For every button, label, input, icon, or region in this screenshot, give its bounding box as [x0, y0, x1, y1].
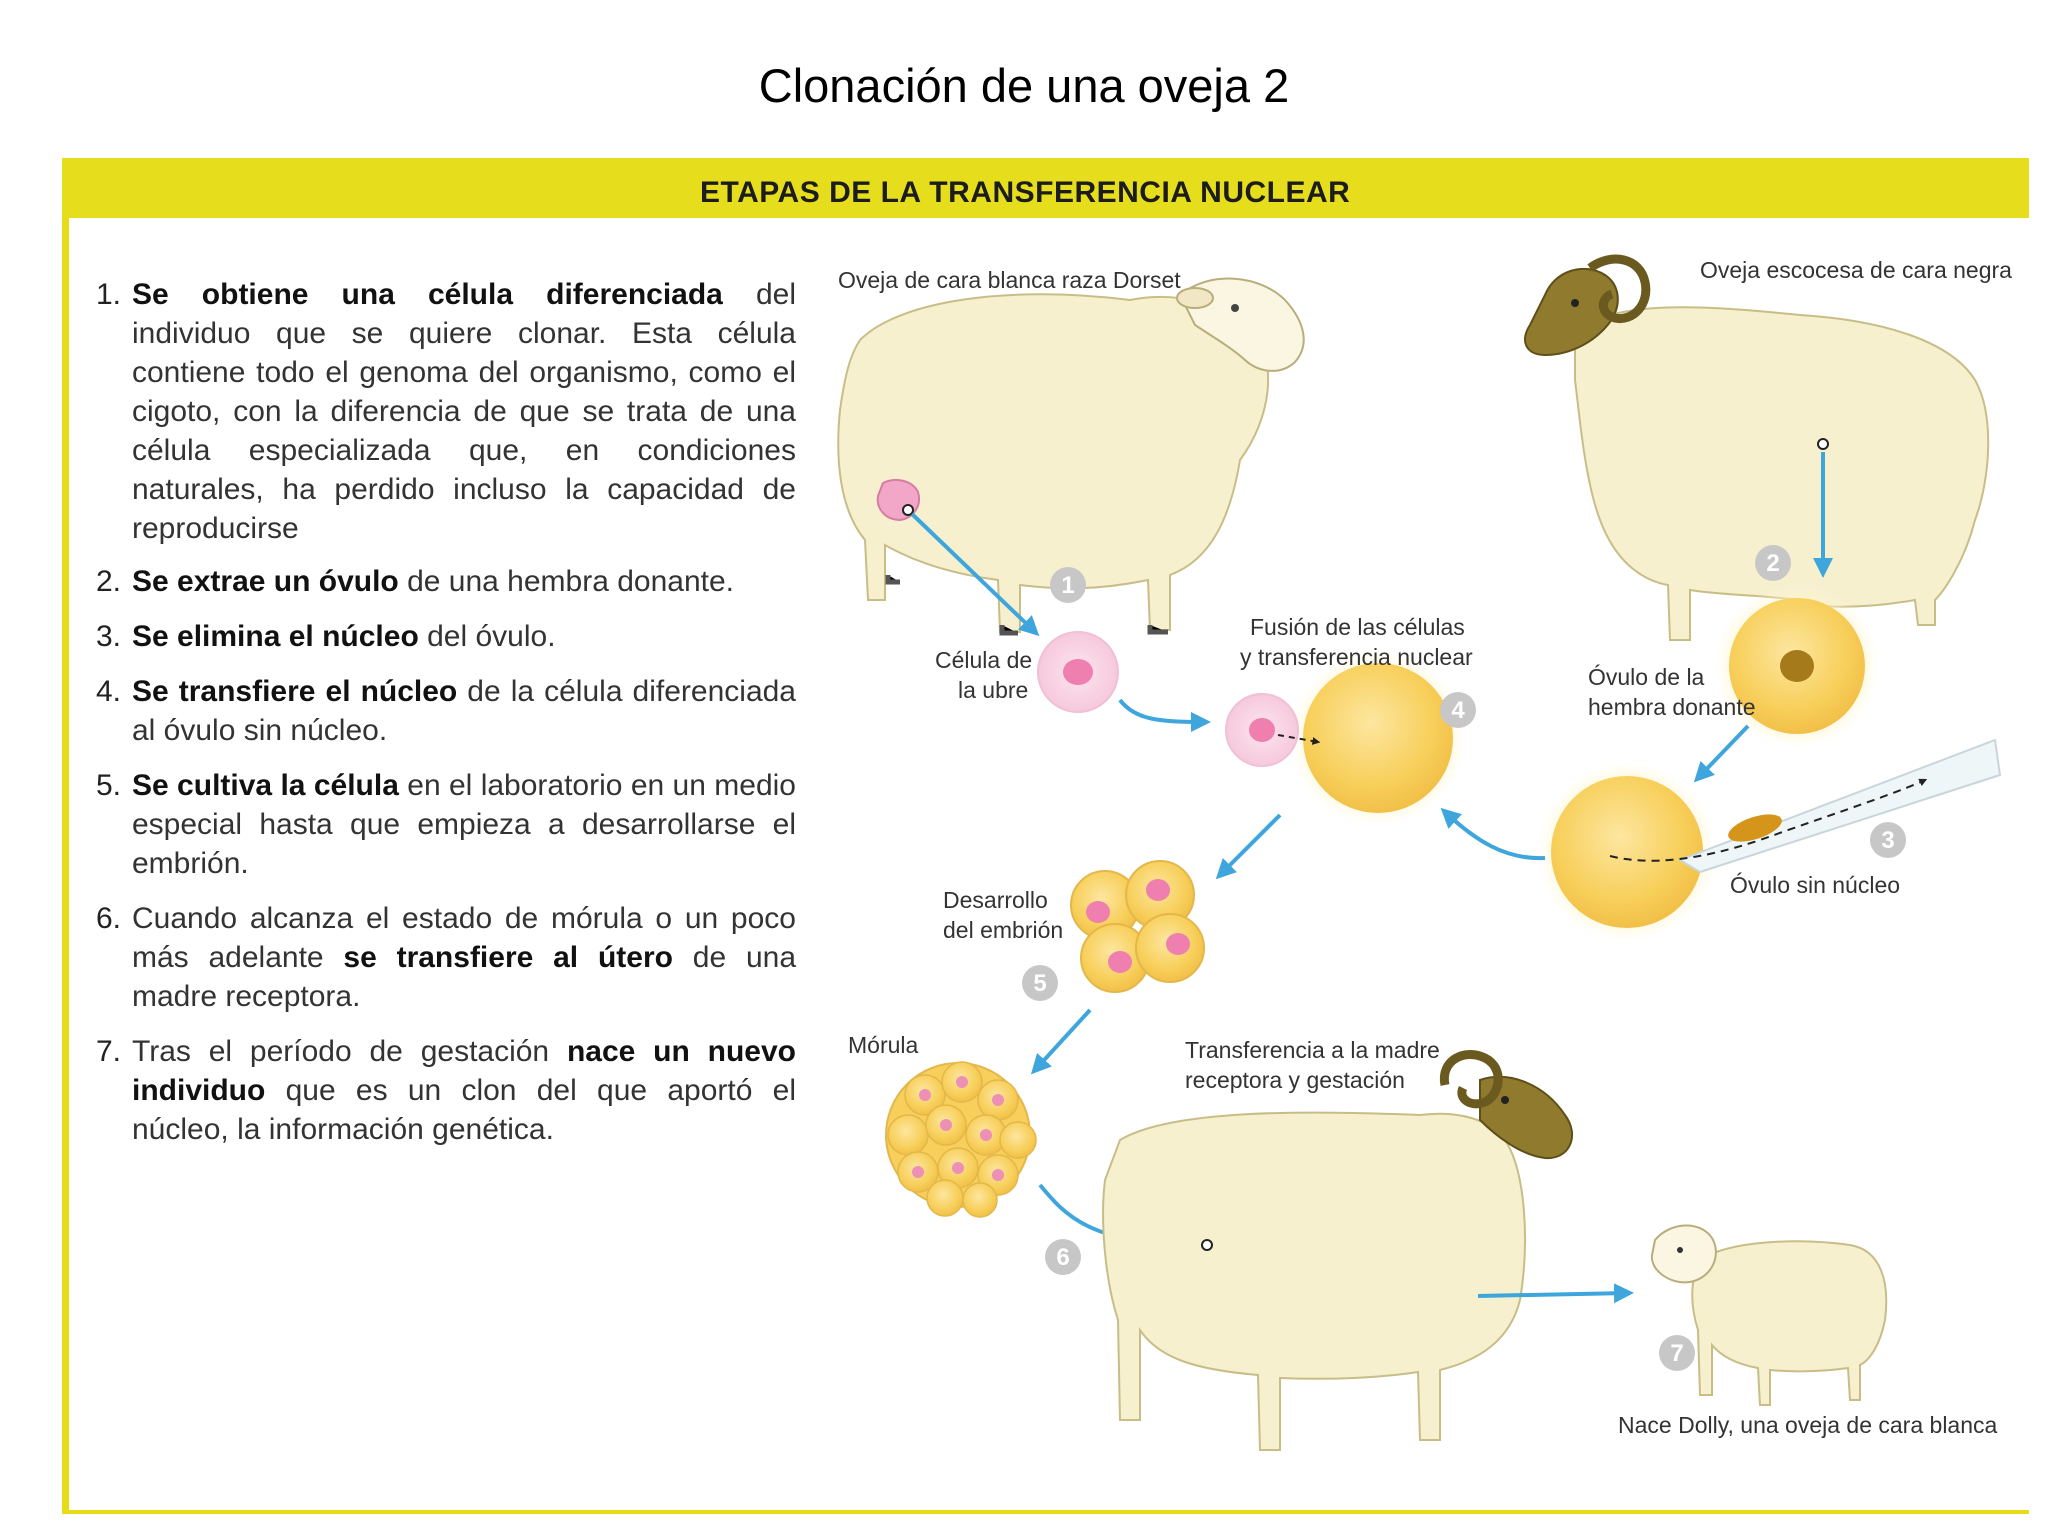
label-morula: Mórula [848, 1032, 919, 1058]
scottish-sheep-illustration [1525, 259, 1988, 640]
label-embryo-2: del embrión [943, 917, 1064, 943]
step-bold: Se transfiere el núcleo [132, 675, 458, 708]
recipient-mother-sheep [1103, 1054, 1572, 1450]
label-embryo-1: Desarrollo [943, 887, 1048, 913]
label-fusion-1: Fusión de las células [1250, 614, 1465, 640]
label-udder-cell-2: la ubre [958, 677, 1029, 703]
panel-header-title: ETAPAS DE LA TRANSFERENCIA NUCLEAR [700, 176, 1351, 209]
fusion-cells [1226, 650, 1466, 826]
label-ovum-no-nucleus: Óvulo sin núcleo [1730, 872, 1901, 898]
step-bold: Se cultiva la célula [132, 769, 399, 802]
label-scottish: Oveja escocesa de cara negra [1700, 257, 2012, 283]
step-bold: se transfiere al útero [343, 941, 673, 974]
step-bold: Se elimina el núcleo [132, 620, 419, 653]
label-transfer-2: receptora y gestación [1185, 1067, 1405, 1093]
embryo-4-cells [1071, 861, 1204, 992]
step-number: 4. [96, 675, 122, 708]
step-bold: nace un nuevo individuo [132, 1035, 796, 1107]
step-text: del óvulo. [418, 620, 556, 653]
dolly-lamb [1652, 1225, 1886, 1405]
step-marker-5: 5 [1033, 970, 1047, 997]
enucleated-ovum [1537, 740, 2000, 942]
step-number: 1. [96, 278, 122, 311]
step-text-before: Tras el período de gestación [132, 1035, 567, 1068]
udder-cell [1038, 632, 1118, 712]
label-dorset: Oveja de cara blanca raza Dorset [838, 267, 1181, 293]
label-udder-cell-1: Célula de [935, 647, 1033, 673]
step-number: 6. [96, 902, 122, 935]
morula [886, 1062, 1036, 1217]
step-number: 2. [96, 565, 122, 598]
label-fusion-2: y transferencia nuclear [1240, 644, 1473, 670]
label-dolly: Nace Dolly, una oveja de cara blanca [1618, 1412, 1998, 1438]
step-marker-1: 1 [1061, 572, 1075, 599]
step-text: que es un clon del que aportó el núcleo, la información genética. [132, 1074, 796, 1146]
step-text: en el laboratorio en un medio especial hasta que empieza a desarrollarse el embrión. [132, 769, 796, 880]
step-bold: Se extrae un óvulo [132, 565, 399, 598]
label-ovum-donor-1: Óvulo de la [1588, 664, 1705, 690]
step-marker-7: 7 [1670, 1340, 1684, 1367]
step-text-before: Cuando alcanza el estado de mórula o un poco más adelante [132, 902, 796, 974]
step-marker-3: 3 [1881, 827, 1895, 854]
step-marker-6: 6 [1056, 1244, 1070, 1271]
step-number: 7. [96, 1035, 122, 1068]
step-number: 3. [96, 620, 122, 653]
step-text: de una hembra donante. [398, 565, 735, 598]
step-text: del individuo que se quiere clonar. Esta célula contiene todo el genoma del organismo, como el cigoto, con la diferencia de que se trata de una célula especializada que, en condiciones naturales, ha perdido incluso la capacidad de reproducirse [132, 278, 796, 545]
slide-title: Clonación de una oveja 2 [758, 59, 1290, 112]
step-bold: Se obtiene una célula diferenciada [132, 278, 723, 311]
donor-ovum [1715, 584, 1879, 748]
label-transfer-1: Transferencia a la madre [1185, 1037, 1440, 1063]
step-number: 5. [96, 769, 122, 802]
step-text: de una madre receptora. [132, 941, 797, 1013]
step-text: de la célula diferenciada al óvulo sin núcleo. [132, 675, 796, 747]
label-ovum-donor-2: hembra donante [1588, 694, 1756, 720]
step-marker-2: 2 [1766, 550, 1780, 577]
step-marker-4: 4 [1451, 697, 1465, 724]
